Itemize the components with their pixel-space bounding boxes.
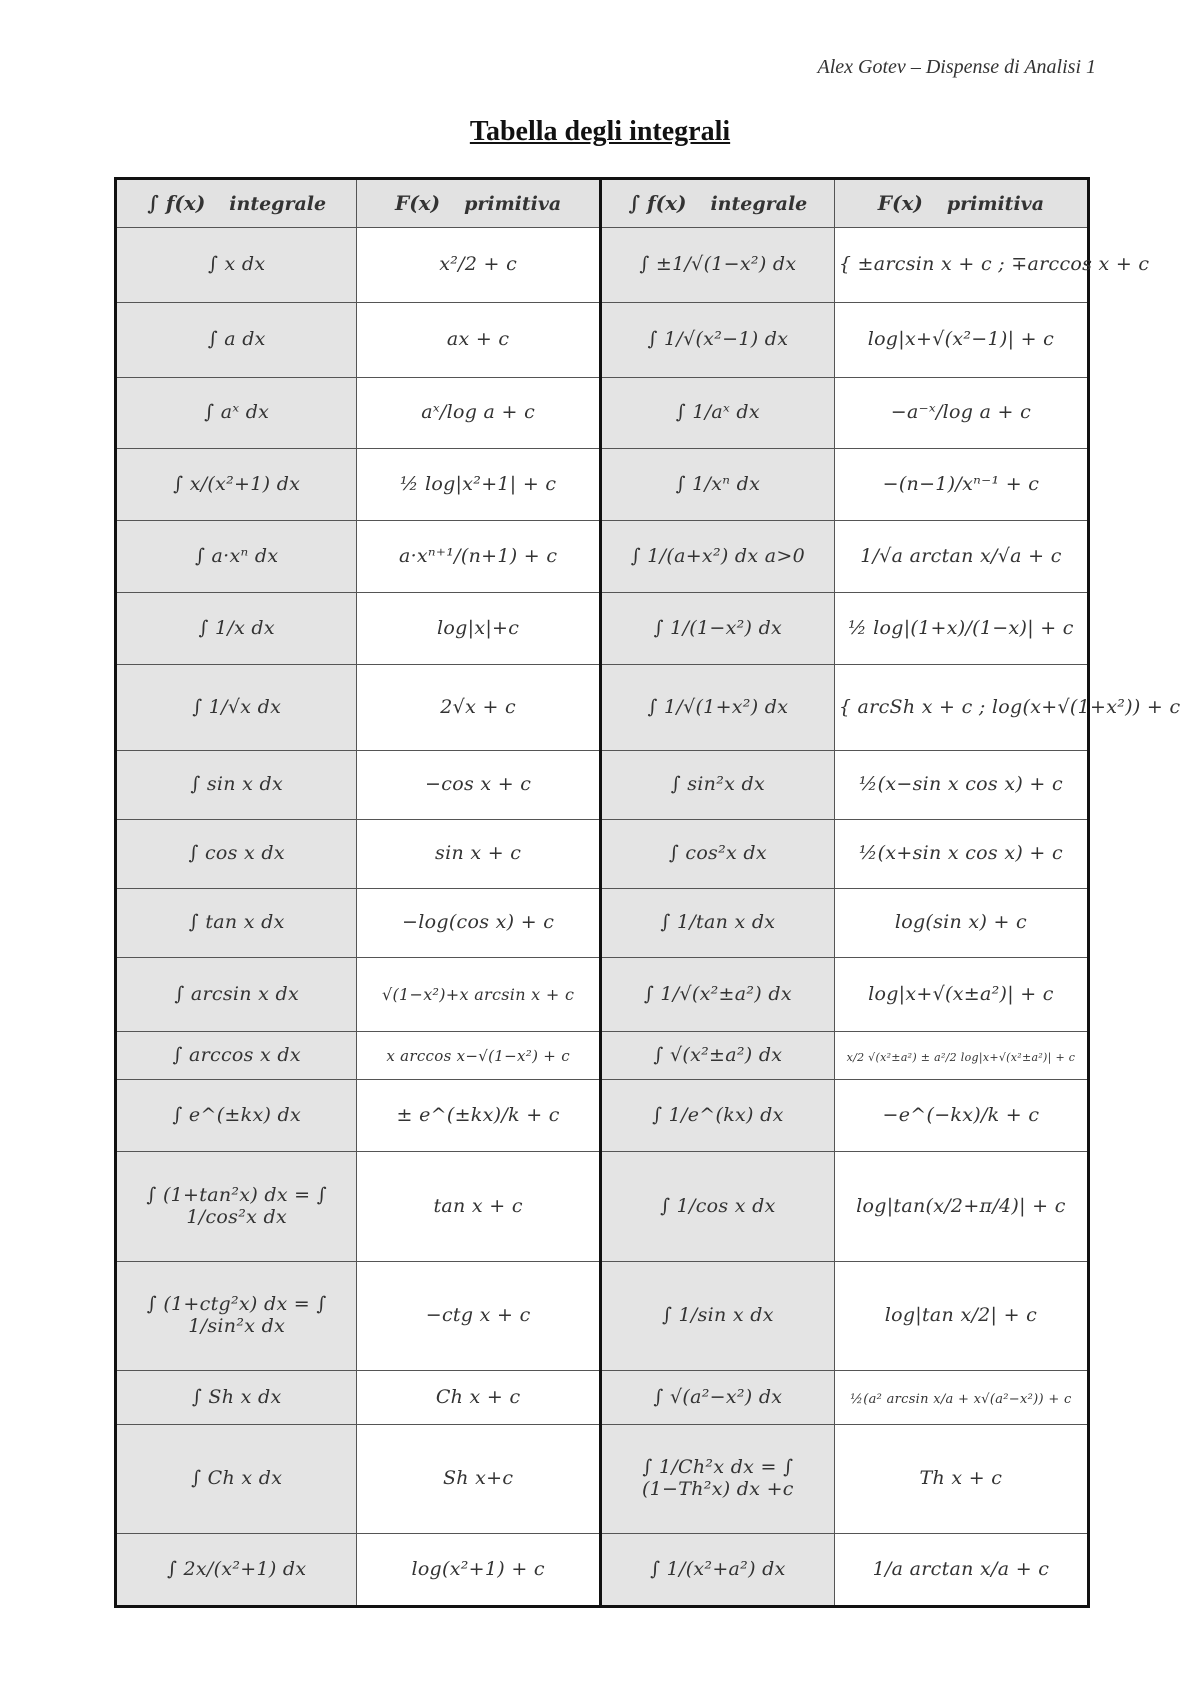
- formula-text: ∫ 1/Ch²x dx = ∫ (1−Th²x) dx +c: [641, 1456, 794, 1500]
- formula-text: −(n−1)/xⁿ⁻¹ + c: [882, 472, 1040, 495]
- primitive-cell: [357, 751, 601, 820]
- table-row: [116, 1262, 1089, 1371]
- formula-text: ∫ cos²x dx: [668, 842, 767, 865]
- formula-text: ∫ 1/(1−x²) dx: [653, 616, 783, 639]
- primitive-cell: [357, 303, 601, 378]
- formula-text: ∫ x/(x²+1) dx: [173, 472, 301, 495]
- primitive-cell: [357, 958, 601, 1032]
- formula-text: ± e^(±kx)/k + c: [396, 1103, 560, 1126]
- primitive-cell: [834, 449, 1088, 521]
- primitive-cell: [357, 820, 601, 889]
- formula-text: log(sin x) + c: [894, 911, 1027, 934]
- primitive-cell: [834, 1534, 1088, 1607]
- table-row: [116, 820, 1089, 889]
- primitive-cell: [834, 1032, 1088, 1080]
- formula-text: Sh x+c: [442, 1467, 514, 1490]
- primitive-cell: [357, 593, 601, 665]
- integral-cell: [600, 958, 834, 1032]
- formula-text: log|tan x/2| + c: [884, 1304, 1038, 1327]
- integral-cell: [600, 1152, 834, 1262]
- integral-cell: [116, 820, 357, 889]
- table-row: [116, 521, 1089, 593]
- header-author-note: Alex Gotev – Dispense di Analisi 1: [817, 56, 1096, 78]
- formula-text: ∫ a dx: [207, 328, 266, 351]
- primitive-cell: [357, 1534, 601, 1607]
- primitive-cell: [834, 303, 1088, 378]
- formula-text: ∫ 1/sin x dx: [661, 1304, 774, 1327]
- formula-text: ∫ Sh x dx: [191, 1385, 282, 1408]
- col-header-label: integrale: [229, 192, 327, 215]
- formula-text: ∫ tan x dx: [188, 911, 285, 934]
- col-header-label: primitiva: [464, 192, 562, 215]
- formula-text: Th x + c: [919, 1467, 1003, 1490]
- formula-text: ∫ x dx: [208, 253, 266, 276]
- integral-cell: [600, 228, 834, 303]
- integral-cell: [116, 1032, 357, 1080]
- primitive-cell: [834, 378, 1088, 449]
- primitive-cell: [357, 449, 601, 521]
- formula-text: ∫ 2x/(x²+1) dx: [166, 1557, 307, 1580]
- formula-text: x arccos x−√(1−x²) + c: [386, 1046, 570, 1065]
- integral-cell: [116, 1080, 357, 1152]
- formula-text: ∫ arcsin x dx: [174, 982, 299, 1005]
- integral-cell: [116, 449, 357, 521]
- primitive-cell: [357, 889, 601, 958]
- formula-text: 2√x + c: [440, 695, 516, 718]
- formula-text: ax + c: [446, 328, 510, 351]
- formula-text: x/2 √(x²±a²) ± a²/2 log|x+√(x²±a²)| + c: [846, 1050, 1076, 1064]
- primitive-cell: [834, 1262, 1088, 1371]
- formula-text: ∫ aˣ dx: [204, 401, 270, 424]
- primitive-cell: [834, 665, 1181, 751]
- formula-text: ½ log|(1+x)/(1−x)| + c: [848, 616, 1074, 639]
- integral-cell: [116, 665, 357, 751]
- primitive-cell: [834, 751, 1088, 820]
- integral-cell: [600, 1534, 834, 1607]
- col-header-label: integrale: [710, 192, 808, 215]
- primitive-cell: [357, 1371, 601, 1425]
- formula-text: aˣ/log a + c: [421, 401, 536, 424]
- integral-cell: [600, 751, 834, 820]
- primitive-cell: [834, 228, 1150, 303]
- formula-text: ½(a² arcsin x/a + x√(a²−x²)) + c: [850, 1391, 1072, 1407]
- formula-text: ∫ 1/(a+x²) dx a>0: [630, 544, 805, 567]
- integral-cell: [116, 378, 357, 449]
- formula-text: sin x + c: [435, 842, 522, 865]
- table-row: [116, 1032, 1089, 1080]
- formula-text: ∫ 1/√x dx: [192, 695, 282, 718]
- integral-cell: [600, 449, 834, 521]
- formula-text: log|tan(x/2+π/4)| + c: [856, 1194, 1066, 1217]
- formula-text: ∫ 1/√(1+x²) dx: [647, 695, 789, 718]
- integral-cell: [116, 228, 357, 303]
- primitive-cell: [834, 1371, 1088, 1425]
- col-header-label: primitiva: [946, 192, 1045, 215]
- formula-text: ∫ 1/e^(kx) dx: [652, 1103, 784, 1126]
- primitive-cell: [357, 228, 601, 303]
- table-row: [116, 1080, 1089, 1152]
- formula-text: ∫ 1/√(x²±a²) dx: [643, 982, 792, 1005]
- integral-cell: [600, 303, 834, 378]
- integral-cell: [600, 521, 834, 593]
- formula-text: ∫ cos x dx: [188, 842, 285, 865]
- formula-text: ∫ 1/cos x dx: [660, 1194, 776, 1217]
- primitive-cell: [834, 958, 1088, 1032]
- primitive-cell: [834, 820, 1088, 889]
- formula-text: ∫ √(a²−x²) dx: [653, 1385, 783, 1408]
- integral-cell: [600, 889, 834, 958]
- formula-text: −cos x + c: [425, 773, 532, 796]
- table-row: [116, 228, 1089, 303]
- integral-cell: [600, 1032, 834, 1080]
- col-header-left-primitive: [357, 179, 601, 228]
- col-header-symbol: ∫ f(x): [628, 190, 687, 215]
- primitive-cell: [357, 1080, 601, 1152]
- formula-text: ½(x+sin x cos x) + c: [858, 842, 1063, 865]
- formula-text: ∫ 1/xⁿ dx: [675, 472, 761, 495]
- primitive-cell: [357, 1425, 601, 1534]
- integral-cell: [600, 1080, 834, 1152]
- formula-text: ∫ sin²x dx: [670, 773, 765, 796]
- integrals-table: [114, 177, 1181, 1608]
- table-row: [116, 751, 1089, 820]
- formula-text: −log(cos x) + c: [402, 911, 555, 934]
- primitive-cell: [357, 521, 601, 593]
- formula-text: ∫ 1/x dx: [198, 616, 275, 639]
- integral-cell: [116, 303, 357, 378]
- formula-text: log|x+√(x²−1)| + c: [867, 328, 1055, 351]
- table-row: [116, 1534, 1089, 1607]
- formula-text: ∫ sin x dx: [190, 773, 284, 796]
- formula-text: −e^(−kx)/k + c: [882, 1103, 1040, 1126]
- formula-text: ∫ arccos x dx: [172, 1043, 301, 1066]
- integral-cell: [116, 751, 357, 820]
- integral-cell: [116, 1262, 357, 1371]
- formula-text: x²/2 + c: [439, 253, 518, 276]
- table-row: [116, 1152, 1089, 1262]
- formula-text: ∫ √(x²±a²) dx: [653, 1043, 783, 1066]
- integral-cell: [116, 1371, 357, 1425]
- table-row: [116, 1371, 1089, 1425]
- primitive-cell: [357, 665, 601, 751]
- formula-text: ∫ (1+ctg²x) dx = ∫ 1/sin²x dx: [146, 1293, 327, 1337]
- primitive-cell: [834, 521, 1088, 593]
- formula-text: ∫ 1/aˣ dx: [675, 401, 760, 424]
- formula-text: ∫ 1/(x²+a²) dx: [650, 1557, 786, 1580]
- table-row: [116, 665, 1089, 751]
- primitive-cell: [834, 593, 1088, 665]
- formula-text: 1/√a arctan x/√a + c: [860, 544, 1062, 567]
- integral-cell: [116, 1534, 357, 1607]
- col-header-right-integral: [600, 179, 834, 228]
- formula-text: Ch x + c: [435, 1385, 521, 1408]
- table-row: [116, 889, 1089, 958]
- col-header-symbol: F(x): [877, 190, 923, 215]
- primitive-cell: [357, 1032, 601, 1080]
- integral-cell: [116, 593, 357, 665]
- primitive-cell: [834, 889, 1088, 958]
- formula-text: ½(x−sin x cos x) + c: [858, 773, 1063, 796]
- formula-text: ∫ Ch x dx: [191, 1467, 283, 1490]
- formula-text: ∫ ±1/√(1−x²) dx: [639, 253, 797, 276]
- formula-text: log(x²+1) + c: [411, 1557, 545, 1580]
- primitive-cell: [357, 1152, 601, 1262]
- formula-text: { ±arcsin x + c ; ∓arccos x + c: [838, 253, 1150, 276]
- integral-cell: [600, 820, 834, 889]
- integral-cell: [116, 889, 357, 958]
- formula-text: ∫ 1/√(x²−1) dx: [647, 328, 789, 351]
- integral-cell: [600, 378, 834, 449]
- formula-text: 1/a arctan x/a + c: [872, 1557, 1050, 1580]
- table-row: [116, 1425, 1089, 1534]
- table-row: [116, 378, 1089, 449]
- primitive-cell: [834, 1080, 1088, 1152]
- formula-text: ∫ a·xⁿ dx: [195, 544, 279, 567]
- integral-cell: [116, 958, 357, 1032]
- formula-text: log|x|+c: [437, 616, 520, 639]
- table-header-row: [116, 179, 1089, 228]
- primitive-cell: [357, 1262, 601, 1371]
- col-header-symbol: F(x): [395, 190, 441, 215]
- formula-text: −ctg x + c: [425, 1304, 531, 1327]
- formula-text: { arcSh x + c ; log(x+√(1+x²)) + c: [838, 695, 1181, 718]
- integral-cell: [600, 1262, 834, 1371]
- col-header-right-primitive: [834, 179, 1088, 228]
- integral-cell: [600, 665, 834, 751]
- table-row: [116, 303, 1089, 378]
- table-row: [116, 593, 1089, 665]
- integral-cell: [116, 1425, 357, 1534]
- col-header-left-integral: [116, 179, 357, 228]
- integral-cell: [116, 1152, 357, 1262]
- formula-text: log|x+√(x±a²)| + c: [868, 982, 1054, 1005]
- primitive-cell: [834, 1425, 1088, 1534]
- formula-text: ∫ e^(±kx) dx: [172, 1103, 301, 1126]
- formula-text: −a⁻ˣ/log a + c: [890, 401, 1032, 424]
- col-header-symbol: ∫ f(x): [147, 190, 206, 215]
- formula-text: ½ log|x²+1| + c: [399, 472, 557, 495]
- integral-cell: [600, 1371, 834, 1425]
- integral-cell: [116, 521, 357, 593]
- formula-text: √(1−x²)+x arcsin x + c: [382, 984, 575, 1004]
- page-title: Tabella degli integrali: [469, 116, 731, 147]
- integral-cell: [600, 1425, 834, 1534]
- integral-cell: [600, 593, 834, 665]
- formula-text: a·xⁿ⁺¹/(n+1) + c: [398, 544, 558, 567]
- table-row: [116, 958, 1089, 1032]
- formula-text: ∫ (1+tan²x) dx = ∫ 1/cos²x dx: [146, 1183, 327, 1228]
- formula-text: tan x + c: [433, 1194, 523, 1217]
- primitive-cell: [357, 378, 601, 449]
- formula-text: ∫ 1/tan x dx: [660, 911, 776, 934]
- table-row: [116, 449, 1089, 521]
- primitive-cell: [834, 1152, 1088, 1262]
